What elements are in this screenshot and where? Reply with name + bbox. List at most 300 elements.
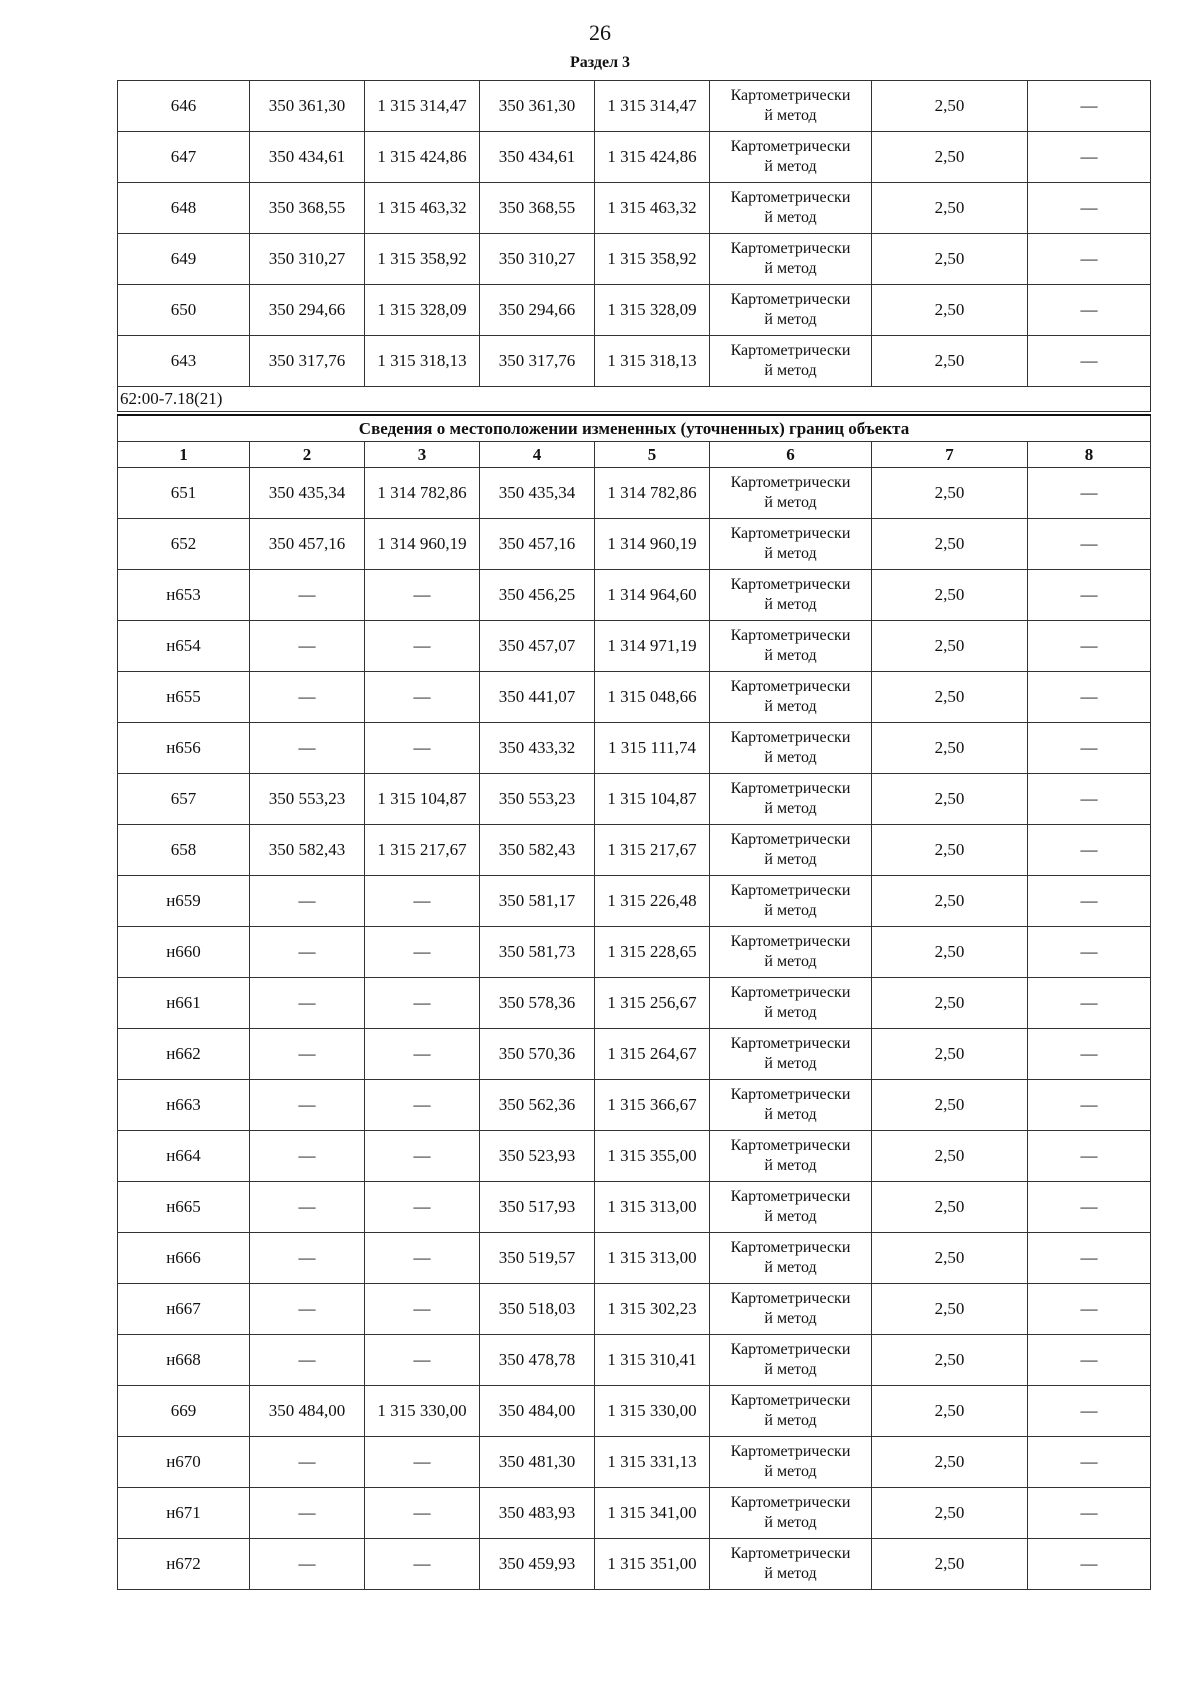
method-text-line1: Картометрически [730, 1239, 851, 1256]
description-cell: — [1028, 1284, 1151, 1335]
method-cell [710, 183, 872, 234]
old-x-cell: — [250, 1182, 365, 1233]
new-x-cell: 350 317,76 [480, 336, 595, 387]
old-y-cell: — [365, 672, 480, 723]
table-row [118, 876, 1151, 927]
old-x-cell: 350 361,30 [250, 81, 365, 132]
point-number-cell: 650 [118, 285, 250, 336]
new-x-cell: 350 517,93 [480, 1182, 595, 1233]
table-row [118, 1182, 1151, 1233]
table-row [118, 672, 1151, 723]
table-row [118, 621, 1151, 672]
method-text-line2: й метод [764, 311, 817, 328]
method-text-line1: Картометрически [730, 525, 851, 542]
old-x-cell: — [250, 927, 365, 978]
table-row [118, 285, 1151, 336]
column-number: 4 [480, 442, 595, 468]
new-y-cell: 1 315 366,67 [595, 1080, 710, 1131]
method-cell [710, 285, 872, 336]
old-x-cell: — [250, 1080, 365, 1131]
method-cell [710, 519, 872, 570]
old-y-cell: — [365, 621, 480, 672]
description-cell: — [1028, 234, 1151, 285]
accuracy-cell: 2,50 [872, 1386, 1028, 1437]
accuracy-cell: 2,50 [872, 183, 1028, 234]
section2-title: Сведения о местоположении измененных (уточненных) границ объекта [118, 415, 1151, 442]
accuracy-cell: 2,50 [872, 876, 1028, 927]
new-y-cell: 1 315 313,00 [595, 1233, 710, 1284]
method-cell [710, 927, 872, 978]
column-number: 3 [365, 442, 480, 468]
accuracy-cell: 2,50 [872, 825, 1028, 876]
table-row [118, 1029, 1151, 1080]
accuracy-cell: 2,50 [872, 1233, 1028, 1284]
method-cell [710, 1080, 872, 1131]
new-y-cell: 1 315 048,66 [595, 672, 710, 723]
old-x-cell: — [250, 1284, 365, 1335]
method-text-line2: й метод [764, 1106, 817, 1123]
method-cell [710, 876, 872, 927]
old-x-cell: — [250, 978, 365, 1029]
column-number: 6 [710, 442, 872, 468]
method-text-line1: Картометрически [730, 189, 851, 206]
method-text-line2: й метод [764, 1361, 817, 1378]
old-x-cell: — [250, 1335, 365, 1386]
method-cell [710, 336, 872, 387]
new-y-cell: 1 315 104,87 [595, 774, 710, 825]
column-number: 8 [1028, 442, 1151, 468]
point-number-cell: н653 [118, 570, 250, 621]
old-x-cell: — [250, 1437, 365, 1488]
method-text-line1: Картометрически [730, 729, 851, 746]
method-cell [710, 1437, 872, 1488]
accuracy-cell: 2,50 [872, 336, 1028, 387]
point-number-cell: 658 [118, 825, 250, 876]
old-y-cell: 1 315 314,47 [365, 81, 480, 132]
method-text-line1: Картометрически [730, 291, 851, 308]
old-x-cell: — [250, 876, 365, 927]
method-cell [710, 132, 872, 183]
accuracy-cell: 2,50 [872, 1539, 1028, 1590]
description-cell: — [1028, 1233, 1151, 1284]
method-text-line2: й метод [764, 647, 817, 664]
method-cell [710, 81, 872, 132]
point-number-cell: н668 [118, 1335, 250, 1386]
accuracy-cell: 2,50 [872, 132, 1028, 183]
old-y-cell: 1 314 960,19 [365, 519, 480, 570]
point-number-cell: н659 [118, 876, 250, 927]
method-cell [710, 1131, 872, 1182]
method-text-line1: Картометрически [730, 1392, 851, 1409]
method-text-line2: й метод [764, 209, 817, 226]
column-number: 1 [118, 442, 250, 468]
table-row [118, 234, 1151, 285]
method-text-line1: Картометрически [730, 1290, 851, 1307]
new-x-cell: 350 434,61 [480, 132, 595, 183]
method-text-line2: й метод [764, 545, 817, 562]
method-cell [710, 1335, 872, 1386]
method-text-line1: Картометрически [730, 984, 851, 1001]
new-x-cell: 350 518,03 [480, 1284, 595, 1335]
point-number-cell: н663 [118, 1080, 250, 1131]
method-text-line1: Картометрически [730, 1035, 851, 1052]
table-row [118, 1131, 1151, 1182]
table-row [118, 825, 1151, 876]
old-x-cell: — [250, 1488, 365, 1539]
method-text-line1: Картометрически [730, 678, 851, 695]
new-x-cell: 350 581,17 [480, 876, 595, 927]
method-text-line2: й метод [764, 902, 817, 919]
method-text-line1: Картометрически [730, 627, 851, 644]
new-x-cell: 350 478,78 [480, 1335, 595, 1386]
new-y-cell: 1 315 318,13 [595, 336, 710, 387]
table-row [118, 1488, 1151, 1539]
old-x-cell: — [250, 672, 365, 723]
old-y-cell: 1 315 463,32 [365, 183, 480, 234]
old-x-cell: 350 457,16 [250, 519, 365, 570]
method-cell [710, 672, 872, 723]
accuracy-cell: 2,50 [872, 1284, 1028, 1335]
method-text-line2: й метод [764, 953, 817, 970]
old-x-cell: — [250, 1233, 365, 1284]
new-x-cell: 350 481,30 [480, 1437, 595, 1488]
old-y-cell: 1 315 217,67 [365, 825, 480, 876]
old-y-cell: — [365, 1539, 480, 1590]
old-y-cell: — [365, 723, 480, 774]
method-text-line2: й метод [764, 1310, 817, 1327]
accuracy-cell: 2,50 [872, 1437, 1028, 1488]
accuracy-cell: 2,50 [872, 1335, 1028, 1386]
point-number-cell: 649 [118, 234, 250, 285]
description-cell: — [1028, 81, 1151, 132]
point-number-cell: н666 [118, 1233, 250, 1284]
new-x-cell: 350 456,25 [480, 570, 595, 621]
old-y-cell: 1 315 318,13 [365, 336, 480, 387]
old-y-cell: 1 315 328,09 [365, 285, 480, 336]
method-cell [710, 1233, 872, 1284]
column-number: 7 [872, 442, 1028, 468]
method-text-line1: Картометрически [730, 1188, 851, 1205]
old-y-cell: — [365, 1284, 480, 1335]
point-number-cell: н661 [118, 978, 250, 1029]
method-text-line2: й метод [764, 596, 817, 613]
method-text-line2: й метод [764, 1208, 817, 1225]
old-x-cell: 350 553,23 [250, 774, 365, 825]
method-cell [710, 468, 872, 519]
old-y-cell: — [365, 1029, 480, 1080]
accuracy-cell: 2,50 [872, 81, 1028, 132]
new-y-cell: 1 315 228,65 [595, 927, 710, 978]
method-text-line1: Картометрически [730, 1086, 851, 1103]
table-row [118, 570, 1151, 621]
method-text-line1: Картометрически [730, 138, 851, 155]
table-row [118, 132, 1151, 183]
old-x-cell: 350 317,76 [250, 336, 365, 387]
method-cell [710, 1284, 872, 1335]
old-y-cell: — [365, 1437, 480, 1488]
method-text-line2: й метод [764, 1412, 817, 1429]
method-text-line2: й метод [764, 260, 817, 277]
method-text-line1: Картометрически [730, 933, 851, 950]
accuracy-cell: 2,50 [872, 978, 1028, 1029]
new-y-cell: 1 315 310,41 [595, 1335, 710, 1386]
new-x-cell: 350 361,30 [480, 81, 595, 132]
old-x-cell: — [250, 1131, 365, 1182]
method-text-line1: Картометрически [730, 1494, 851, 1511]
old-y-cell: 1 315 424,86 [365, 132, 480, 183]
method-cell [710, 621, 872, 672]
new-x-cell: 350 433,32 [480, 723, 595, 774]
method-text-line1: Картометрически [730, 882, 851, 899]
point-number-cell: н655 [118, 672, 250, 723]
table-row [118, 978, 1151, 1029]
old-y-cell: — [365, 1335, 480, 1386]
new-x-cell: 350 483,93 [480, 1488, 595, 1539]
point-number-cell: н665 [118, 1182, 250, 1233]
method-cell [710, 825, 872, 876]
description-cell: — [1028, 570, 1151, 621]
new-y-cell: 1 315 313,00 [595, 1182, 710, 1233]
new-y-cell: 1 314 782,86 [595, 468, 710, 519]
table-row [118, 1284, 1151, 1335]
method-text-line1: Картометрически [730, 780, 851, 797]
method-cell [710, 1488, 872, 1539]
method-text-line1: Картометрически [730, 1341, 851, 1358]
description-cell: — [1028, 1539, 1151, 1590]
parcel-label-row [118, 387, 1151, 412]
description-cell: — [1028, 1488, 1151, 1539]
old-y-cell: — [365, 1182, 480, 1233]
new-x-cell: 350 519,57 [480, 1233, 595, 1284]
description-cell: — [1028, 978, 1151, 1029]
old-x-cell: — [250, 570, 365, 621]
parcel-label: 62:00-7.18(21) [118, 387, 1151, 412]
boundary-table-bottom [117, 414, 1151, 1590]
page-number: 26 [589, 20, 611, 45]
description-cell: — [1028, 519, 1151, 570]
new-x-cell: 350 459,93 [480, 1539, 595, 1590]
method-cell [710, 570, 872, 621]
table-row [118, 723, 1151, 774]
new-y-cell: 1 315 217,67 [595, 825, 710, 876]
method-text-line1: Картометрически [730, 576, 851, 593]
method-text-line2: й метод [764, 107, 817, 124]
old-x-cell: 350 368,55 [250, 183, 365, 234]
method-text-line2: й метод [764, 158, 817, 175]
method-text-line1: Картометрически [730, 342, 851, 359]
new-x-cell: 350 435,34 [480, 468, 595, 519]
point-number-cell: н662 [118, 1029, 250, 1080]
accuracy-cell: 2,50 [872, 1080, 1028, 1131]
description-cell: — [1028, 1080, 1151, 1131]
point-number-cell: н664 [118, 1131, 250, 1182]
old-y-cell: — [365, 1131, 480, 1182]
method-text-line1: Картометрически [730, 1545, 851, 1562]
old-y-cell: — [365, 1488, 480, 1539]
old-y-cell: — [365, 978, 480, 1029]
new-y-cell: 1 315 328,09 [595, 285, 710, 336]
method-cell [710, 723, 872, 774]
table-row [118, 81, 1151, 132]
method-text-line2: й метод [764, 1004, 817, 1021]
method-text-line2: й метод [764, 1259, 817, 1276]
method-cell [710, 978, 872, 1029]
accuracy-cell: 2,50 [872, 570, 1028, 621]
table-row [118, 1080, 1151, 1131]
new-y-cell: 1 315 314,47 [595, 81, 710, 132]
method-text-line2: й метод [764, 1463, 817, 1480]
new-x-cell: 350 294,66 [480, 285, 595, 336]
point-number-cell: н672 [118, 1539, 250, 1590]
description-cell: — [1028, 468, 1151, 519]
point-number-cell: н671 [118, 1488, 250, 1539]
new-x-cell: 350 457,16 [480, 519, 595, 570]
method-cell [710, 774, 872, 825]
point-number-cell: 647 [118, 132, 250, 183]
new-y-cell: 1 315 341,00 [595, 1488, 710, 1539]
description-cell: — [1028, 1335, 1151, 1386]
old-x-cell: — [250, 1029, 365, 1080]
point-number-cell: н656 [118, 723, 250, 774]
description-cell: — [1028, 1182, 1151, 1233]
accuracy-cell: 2,50 [872, 519, 1028, 570]
new-y-cell: 1 315 226,48 [595, 876, 710, 927]
table-row [118, 519, 1151, 570]
accuracy-cell: 2,50 [872, 468, 1028, 519]
new-x-cell: 350 581,73 [480, 927, 595, 978]
new-y-cell: 1 314 971,19 [595, 621, 710, 672]
old-y-cell: — [365, 1233, 480, 1284]
description-cell: — [1028, 183, 1151, 234]
table-row [118, 1335, 1151, 1386]
description-cell: — [1028, 285, 1151, 336]
old-x-cell: — [250, 723, 365, 774]
point-number-cell: н654 [118, 621, 250, 672]
new-x-cell: 350 310,27 [480, 234, 595, 285]
description-cell: — [1028, 336, 1151, 387]
new-y-cell: 1 315 302,23 [595, 1284, 710, 1335]
method-text-line1: Картометрически [730, 831, 851, 848]
description-cell: — [1028, 672, 1151, 723]
table-row [118, 336, 1151, 387]
method-cell [710, 1029, 872, 1080]
table-row [118, 1386, 1151, 1437]
boundary-table-top [117, 80, 1151, 412]
new-y-cell: 1 315 355,00 [595, 1131, 710, 1182]
new-x-cell: 350 570,36 [480, 1029, 595, 1080]
new-x-cell: 350 523,93 [480, 1131, 595, 1182]
new-x-cell: 350 441,07 [480, 672, 595, 723]
method-cell [710, 1182, 872, 1233]
method-text-line2: й метод [764, 749, 817, 766]
new-x-cell: 350 368,55 [480, 183, 595, 234]
section-title: Раздел 3 [569, 54, 631, 71]
point-number-cell: 657 [118, 774, 250, 825]
old-y-cell: 1 315 104,87 [365, 774, 480, 825]
old-x-cell: — [250, 1539, 365, 1590]
new-y-cell: 1 315 330,00 [595, 1386, 710, 1437]
method-text-line1: Картометрически [730, 240, 851, 257]
accuracy-cell: 2,50 [872, 1029, 1028, 1080]
old-x-cell: 350 434,61 [250, 132, 365, 183]
method-text-line2: й метод [764, 1055, 817, 1072]
old-x-cell: 350 310,27 [250, 234, 365, 285]
method-cell [710, 1539, 872, 1590]
description-cell: — [1028, 1386, 1151, 1437]
point-number-cell: 646 [118, 81, 250, 132]
new-y-cell: 1 315 351,00 [595, 1539, 710, 1590]
accuracy-cell: 2,50 [872, 621, 1028, 672]
old-y-cell: — [365, 570, 480, 621]
accuracy-cell: 2,50 [872, 285, 1028, 336]
old-y-cell: — [365, 1080, 480, 1131]
point-number-cell: 652 [118, 519, 250, 570]
new-y-cell: 1 314 960,19 [595, 519, 710, 570]
old-y-cell: — [365, 927, 480, 978]
table-row [118, 183, 1151, 234]
table-row [118, 1233, 1151, 1284]
new-y-cell: 1 315 111,74 [595, 723, 710, 774]
new-x-cell: 350 457,07 [480, 621, 595, 672]
method-text-line2: й метод [764, 800, 817, 817]
new-x-cell: 350 562,36 [480, 1080, 595, 1131]
method-text-line2: й метод [764, 1514, 817, 1531]
old-x-cell: — [250, 621, 365, 672]
method-cell [710, 1386, 872, 1437]
old-x-cell: 350 294,66 [250, 285, 365, 336]
accuracy-cell: 2,50 [872, 1182, 1028, 1233]
description-cell: — [1028, 927, 1151, 978]
method-text-line2: й метод [764, 494, 817, 511]
accuracy-cell: 2,50 [872, 723, 1028, 774]
point-number-cell: н660 [118, 927, 250, 978]
table-row [118, 927, 1151, 978]
description-cell: — [1028, 132, 1151, 183]
new-x-cell: 350 578,36 [480, 978, 595, 1029]
description-cell: — [1028, 723, 1151, 774]
new-x-cell: 350 553,23 [480, 774, 595, 825]
method-text-line1: Картометрически [730, 1137, 851, 1154]
table-row [118, 1539, 1151, 1590]
new-x-cell: 350 484,00 [480, 1386, 595, 1437]
point-number-cell: 651 [118, 468, 250, 519]
method-text-line1: Картометрически [730, 1443, 851, 1460]
table-row [118, 1437, 1151, 1488]
new-x-cell: 350 582,43 [480, 825, 595, 876]
column-number-row [118, 442, 1151, 468]
accuracy-cell: 2,50 [872, 1131, 1028, 1182]
section2-title-row [118, 415, 1151, 442]
table-row [118, 774, 1151, 825]
point-number-cell: 669 [118, 1386, 250, 1437]
new-y-cell: 1 315 256,67 [595, 978, 710, 1029]
method-text-line2: й метод [764, 851, 817, 868]
accuracy-cell: 2,50 [872, 234, 1028, 285]
description-cell: — [1028, 876, 1151, 927]
description-cell: — [1028, 1029, 1151, 1080]
accuracy-cell: 2,50 [872, 927, 1028, 978]
column-number: 5 [595, 442, 710, 468]
point-number-cell: н667 [118, 1284, 250, 1335]
accuracy-cell: 2,50 [872, 1488, 1028, 1539]
old-x-cell: 350 484,00 [250, 1386, 365, 1437]
method-text-line2: й метод [764, 1565, 817, 1582]
method-text-line2: й метод [764, 1157, 817, 1174]
new-y-cell: 1 315 424,86 [595, 132, 710, 183]
method-text-line1: Картометрически [730, 87, 851, 104]
old-y-cell: 1 315 330,00 [365, 1386, 480, 1437]
description-cell: — [1028, 825, 1151, 876]
